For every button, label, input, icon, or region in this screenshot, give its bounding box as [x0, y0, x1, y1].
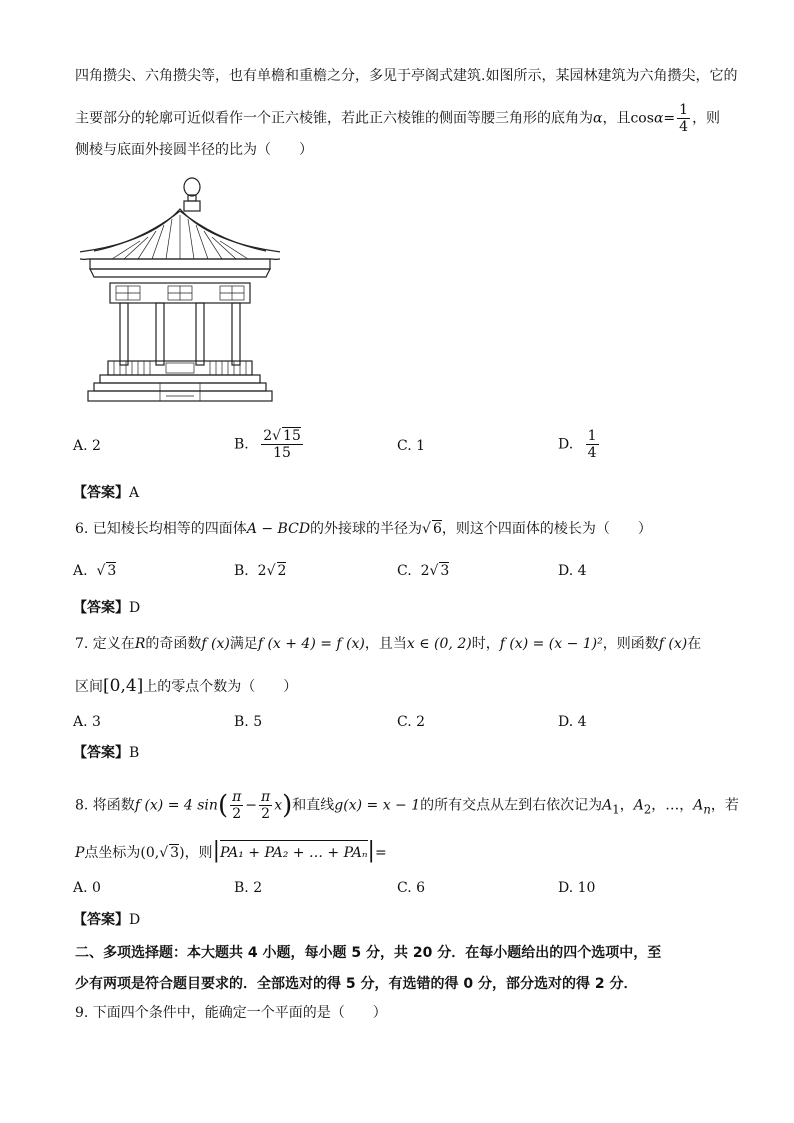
q7-text-f: ，则函数 [602, 636, 659, 652]
var-x: x [274, 797, 283, 814]
section-2-heading-line-1: 二、多项选择题：本大题共 4 小题，每小题 5 分，共 20 分．在每小题给出的四个选项中，至 [75, 945, 662, 961]
q5-option-d-fraction [586, 428, 599, 461]
f-of-x-2: f (x) [658, 636, 688, 652]
q6-answer [73, 597, 140, 617]
answer-label: 【答案】 [73, 745, 129, 761]
paren-left: ( [217, 790, 229, 821]
pi: π [232, 789, 242, 805]
q6-option-d: D. 4 [558, 563, 587, 579]
q6-c-label: C. [397, 563, 412, 579]
answer-value: B [129, 745, 140, 761]
q5-line-3: 侧棱与底面外接圆半径的比为（ ） [75, 142, 313, 158]
point-A1: A [602, 797, 613, 814]
line-g: g(x) = x − 1 [334, 797, 421, 814]
piece-eq: f (x) = (x − 1)² [499, 636, 603, 652]
frac-num: 1 [679, 102, 689, 118]
q8-text-a: 8. 将函数 [75, 797, 135, 814]
answer-value: A [129, 485, 140, 501]
two-b: 2 [261, 806, 271, 822]
q7-line-2 [75, 676, 297, 697]
abs-left: | [212, 838, 220, 863]
q5-option-a: A. 2 [73, 438, 101, 454]
q6-a-radicand: 3 [107, 563, 117, 579]
q5-line-2-text: 主要部分的轮廓可近似看作一个正六棱锥，若此正六棱锥的侧面等腰三角形的底角为 [75, 110, 593, 127]
q5-b-coef: 2 [263, 428, 273, 444]
pi-over-2-b [259, 789, 272, 822]
cos-fraction [677, 102, 690, 135]
q5-b-radicand: 15 [283, 428, 301, 444]
q7-line-1 [75, 634, 701, 654]
q5-answer [73, 482, 139, 502]
periodicity-eq: f (x + 4) = f (x) [257, 636, 365, 652]
q8-text-f: ，则 [184, 845, 213, 861]
q7-text-e: 时， [471, 636, 500, 652]
q6-text-b: 的外接球的半径为 [310, 521, 423, 537]
alpha: α [593, 110, 603, 127]
alpha-2: α [653, 110, 664, 127]
q7-text-h: 区间 [75, 679, 103, 695]
point-P: P [75, 845, 85, 861]
tetrahedron-name: A − BCD [246, 521, 311, 537]
f-of-x: f (x) [201, 636, 230, 652]
q5-option-d-label: D. [558, 436, 574, 453]
q5-option-d [558, 428, 601, 461]
q5-line-2-and: ，且 [602, 110, 631, 127]
q5-option-d-num: 1 [587, 428, 597, 444]
q5-option-c: C. 1 [397, 438, 426, 454]
q6-b-label: B. [234, 563, 249, 579]
minus: − [245, 797, 258, 814]
q5-option-b-num: 2√ 15 [263, 428, 301, 444]
pi-b: π [261, 789, 271, 805]
q6-option-b: B. 2√ 2 [234, 563, 287, 579]
answer-label: 【答案】 [73, 912, 129, 928]
q7-text-g: 在 [687, 636, 702, 652]
q6-text-a: 6. 已知棱长均相等的四面体 [75, 521, 247, 537]
q7-answer [73, 742, 139, 762]
q6-radius: 6 [432, 521, 442, 537]
q7-text-i: 上的零点个数为（ ） [143, 679, 298, 695]
q8-answer [73, 909, 140, 929]
pi-over-2 [230, 789, 243, 822]
q7-text-c: 满足 [229, 636, 258, 652]
q6-option-a: A. √ 3 [73, 563, 117, 579]
q6-option-c: C. 2√ 3 [397, 563, 450, 579]
domain-cond: x ∈ (0, 2) [406, 636, 472, 652]
q8-text-e: 点坐标为 [84, 845, 141, 861]
pavilion-figure [80, 175, 280, 403]
q8-option-c: C. 6 [397, 880, 426, 896]
section-2-heading-line-2: 少有两项是符合题目要求的．全部选对的得 5 分，有选错的得 0 分，部分选对的得 2 分． [75, 976, 638, 992]
q5-line-2-then: ，则 [692, 110, 721, 127]
q8-equals: = [374, 845, 387, 861]
equals: = [663, 110, 676, 127]
answer-label: 【答案】 [73, 485, 129, 501]
coord-a: (0, [140, 845, 160, 861]
q7-text-b: 的奇函数 [145, 636, 202, 652]
q8-option-d: D. 10 [558, 880, 596, 896]
abs-right: | [367, 838, 375, 863]
q7-text-a: 7. 定义在 [75, 636, 135, 652]
q5-option-b-den: 15 [273, 445, 291, 461]
vector-sum: PA₁ + PA₂ + … + PAₙ [219, 845, 368, 861]
paren-right: ) [282, 790, 293, 821]
q5-line-2 [75, 102, 720, 135]
q6-text-c: ，则这个四面体的棱长为（ ） [441, 521, 652, 537]
q7-option-d: D. 4 [558, 714, 587, 730]
q6-b-radicand: 2 [277, 563, 287, 579]
q8-line-1: 8. 将函数f (x) = 4 sin( $\frac{\pi}{2}$ − $\frac{\pi}{2}$ x)和直线g(x) = x − 1的所有交点从左到右依次记为$A_1$，$A_2$，…，$A_n$，若 [75, 789, 739, 822]
interval: [0,4] [103, 676, 144, 696]
q7-option-b: B. 5 [234, 714, 263, 730]
two: 2 [232, 806, 242, 822]
q7-option-c: C. 2 [397, 714, 426, 730]
q6-b-coef: 2 [257, 563, 267, 579]
q6-c-radicand: 3 [440, 563, 450, 579]
point-A2: A [633, 797, 644, 814]
coord-c: ) [179, 845, 185, 861]
answer-label: 【答案】 [73, 600, 129, 616]
q8-line-2: P点坐标为(0,√ 3)，则|PA₁ + PA₂ + … + PAₙ|= [75, 838, 387, 863]
q8-text-c: 的所有交点从左到右依次记为 [420, 797, 603, 814]
q6-a-label: A. [73, 563, 88, 579]
coord-radicand: 3 [170, 845, 180, 861]
q9-stem: 9. 下面四个条件中，能确定一个平面的是（ ） [75, 1005, 387, 1021]
q6-stem: 6. 已知棱长均相等的四面体A − BCD的外接球的半径为√ 6，则这个四面体的棱长为（ ） [75, 521, 652, 537]
q7-option-a: A. 3 [73, 714, 101, 730]
q8-option-a: A. 0 [73, 880, 101, 896]
q8-option-b: B. 2 [234, 880, 263, 896]
cos-fn: cos [630, 110, 654, 127]
q5-line-1: 四角攒尖、六角攒尖等，也有单檐和重檐之分，多见于亭阁式建筑.如图所示，某园林建筑为六角攒尖，它的 [75, 68, 738, 84]
q8-text-d: ，若 [710, 797, 739, 814]
q5-option-b-fraction [261, 428, 303, 461]
q6-c-coef: 2 [420, 563, 430, 579]
frac-den: 4 [679, 119, 689, 135]
q5-option-d-den: 4 [587, 445, 597, 461]
q5-option-b [234, 428, 305, 461]
q8-text-b: 和直线 [292, 797, 335, 814]
answer-value: D [129, 600, 141, 616]
point-An: A [693, 797, 704, 814]
q7-text-d: ，且当 [364, 636, 407, 652]
set-R: R [134, 636, 146, 652]
q5-option-b-label: B. [234, 436, 249, 453]
function-f: f (x) = 4 sin [134, 797, 218, 814]
answer-value: D [129, 912, 141, 928]
